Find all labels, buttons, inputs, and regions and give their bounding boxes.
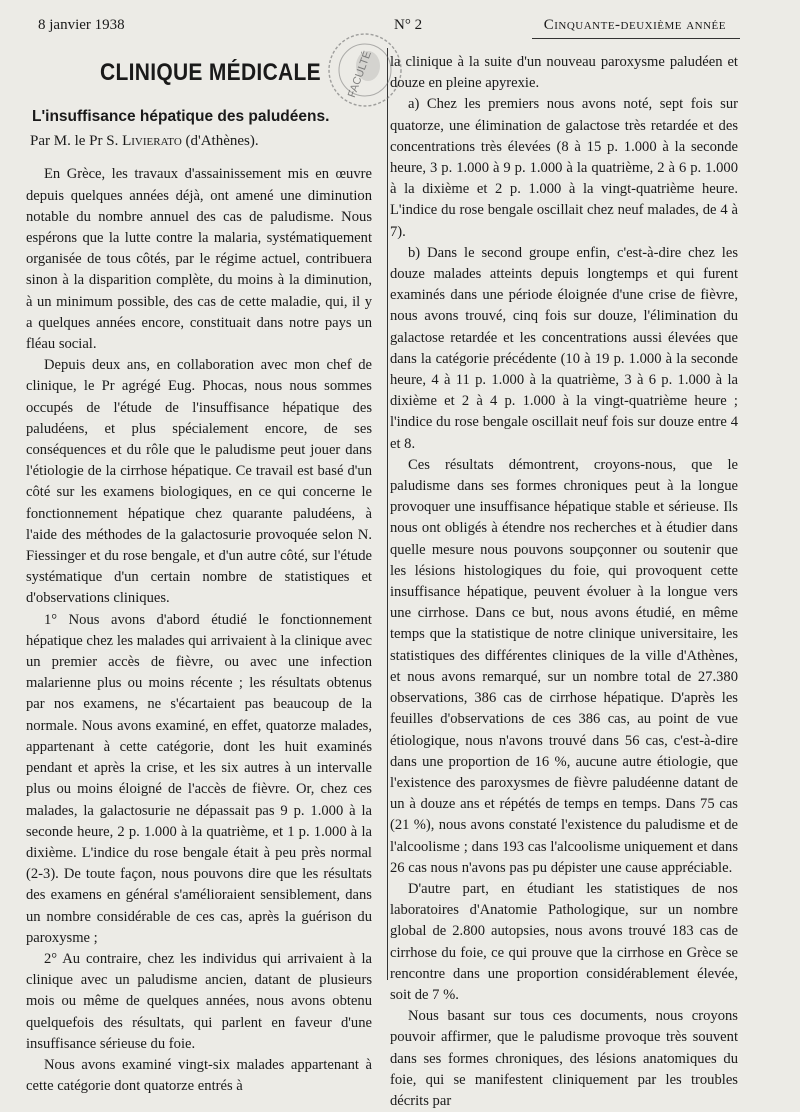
- article-title: L'insuffisance hépatique des paludéens.: [32, 108, 330, 125]
- paragraph: la clinique à la suite d'un nouveau paroxysme paludéen et douze en pleine apyrexie.: [390, 54, 738, 92]
- paragraph: a) Chez les premiers nous avons noté, sept fois sur quatorze, une élimination de galactose très retardée et des concentrations très élevées (8 à 15 p. 1.000 à la seconde heure, 3 p. 1.000 à 9 p. 1.000 à la quatrième, 2 à 6 p. 1.000 à la dixième et 2 p. 1.000 à la vingt-quatrième heure. L'indice du rose bengale oscillait chez neuf malades, de 4 à 7).: [390, 96, 738, 240]
- paragraph: Nous basant sur tous ces documents, nous croyons pouvoir affirmer, que le paludisme provoque très souvent dans ses formes chroniques, des lésions anatomiques du foie, qui se manifestent cliniquement par les troubles décrits par: [390, 1008, 738, 1109]
- paragraph: Nous avons examiné vingt-six malades appartenant à cette catégorie dont quatorze entrés à: [26, 1056, 372, 1095]
- section-title: CLINIQUE MÉDICALE: [100, 59, 321, 86]
- paragraph: 1° Nous avons d'abord étudié le fonctionnement hépatique chez les malades qui arrivaient à la clinique avec un premier accès de fièvre, ou avec une infection malarienne plus ou moins récente ; les résultats obtenus par nos examens, ne s'écartaient pas beaucoup de la normale. Nous avons examiné, en effet, quatorze malades, appartenant à cette catégorie, dont les huit examinés pendant et après la crise, et les six autres à un intervalle plus ou moins éloigné de l'accès de fièvre. Or, chez ces malades, la galactosurie ne dépassait pas 9 p. 1.000 à la seconde heure, 2 p. 1.000 à la quatrième, et 1 p. 1.000 à la dixième. L'indice du rose bengale était à peu près normal (2-3). De toute façon, nous pouvons dire que les résultats des examens en général s'amélioraient sensiblement, dans un nombre considérable de ces cas, après la guérison du paroxysme ;: [26, 611, 372, 946]
- author-name: Livierato: [122, 133, 182, 150]
- paragraph: b) Dans le second groupe enfin, c'est-à-dire chez les douze malades atteints depuis longtemps et qui furent examinés dans une période éloignée d'une crise de fièvre, nous avons trouvé, cinq fois sur douze, l'élimination du galactose retardée et les concentrations aussi élevées que dans la catégorie précédente (10 à 19 p. 1.000 à la seconde heure, 4 à 11 p. 1.000 à la quatrième, 3 à 6 p. 1.000 à la dixième et 2 à 4 p. 1.000 à la vingt-quatrième heure ; l'indice du rose bengale oscillait neuf fois sur douze entre 4 et 8.: [390, 244, 738, 452]
- byline: [30, 131, 372, 152]
- header-issue-number: N° 2: [394, 17, 423, 33]
- byline-suffix: (d'Athènes).: [181, 133, 259, 150]
- paragraph: 2° Au contraire, chez les individus qui arrivaient à la clinique avec un paludisme ancien, datant de plusieurs mois ou même de quelques années, nous avons obtenu quelquefois des résultats, qui parlent en faveur d'une insuffisance sérieuse du foie.: [26, 950, 372, 1052]
- left-column: [26, 58, 372, 1097]
- header-date: 8 janvier 1938: [38, 17, 125, 33]
- paragraph: Depuis deux ans, en collaboration avec mon chef de clinique, le Pr agrégé Eug. Phocas, nous nous sommes occupés de l'étude de l'insuffisance hépatique des paludéens, et plus spécialement encore, de ses conséquences et du rôle que le paludisme peut jouer dans l'étiologie de la cirrhose hépatique. Ce travail est basé d'un côté sur les examens biologiques, en ce qui concerne le fonctionnement hépatique chez quarante paludéens, à l'aide des méthodes de la galactosurie provoquée selon N. Fiessinger et du rose bengale, et d'un autre côté, sur l'étude systématique d'un certain nombre de statistiques et d'observations cliniques.: [26, 357, 372, 607]
- column-rule: [387, 48, 388, 980]
- header-rule: [532, 38, 740, 39]
- right-column: [390, 52, 738, 1112]
- stamp-text: FACULTÉ: [345, 49, 374, 100]
- paragraph: Ces résultats démontrent, croyons-nous, que le paludisme dans ses formes chroniques peut à la longue provoquer une insuffisance hépatique stable et sérieuse. Ils nous ont obligés à étendre nos recherches et à étudier dans quelle mesure nous pouvons soupçonner ou soutenir que les lésions histologiques du foie, qui provoquent cette insuffisance hépatique, peuvent évoluer à la longue vers une cirrhose. Dans ce but, nous avons étudié, en même temps que la statistique de notre clinique universitaire, les statistiques des différentes cliniques de la ville d'Athènes, et nous avons remarqué, sur un nombre total de 27.380 observations, 386 cas de cirrhose hépatique. D'après les feuilles d'observations de ces 386 cas, au point de vue étiologique, nous n'avons trouvé dans 56 cas, c'est-à-dire dans une proportion de 16 %, aucune autre étiologie, que l'existence des paroxysmes de fièvre paludéenne datant de un à douze ans et répétés de temps en temps. Dans 75 cas (21 %), nous avons constaté l'existence du paludisme et de l'alcoolisme ; dans 193 cas l'alcoolisme uniquement et dans 26 cas nous n'avons pas pu dépister une cause appréciable.: [390, 456, 738, 876]
- header-year: Cinquante-deuxième année: [543, 17, 726, 33]
- paragraph: D'autre part, en étudiant les statistiques de nos laboratoires d'Anatomie Pathologique, sur un nombre global de 2.800 autopsies, nous avons trouvé 183 cas de cirrhose du foie, ce qui prouve que la cirrhose en Grèce se rencontre dans une proportion considérablement élevée, soit de 7 %.: [390, 880, 738, 1003]
- paragraph: En Grèce, les travaux d'assainissement mis en œuvre depuis quelques années déjà, ont amené une diminution notable du nombre annuel des cas de paludisme. Nous espérons que la lutte contre la malaria, systématiquement organisée de tous côtés, par le régime actuel, contribuera sinon à la disparition complète, du moins à la diminution, à un minimum possible, des cas de cette maladie, qui, il y a quelques années encore, constituait dans notre pays un fléau social.: [26, 166, 372, 353]
- byline-prefix: Par M. le Pr S.: [30, 133, 123, 150]
